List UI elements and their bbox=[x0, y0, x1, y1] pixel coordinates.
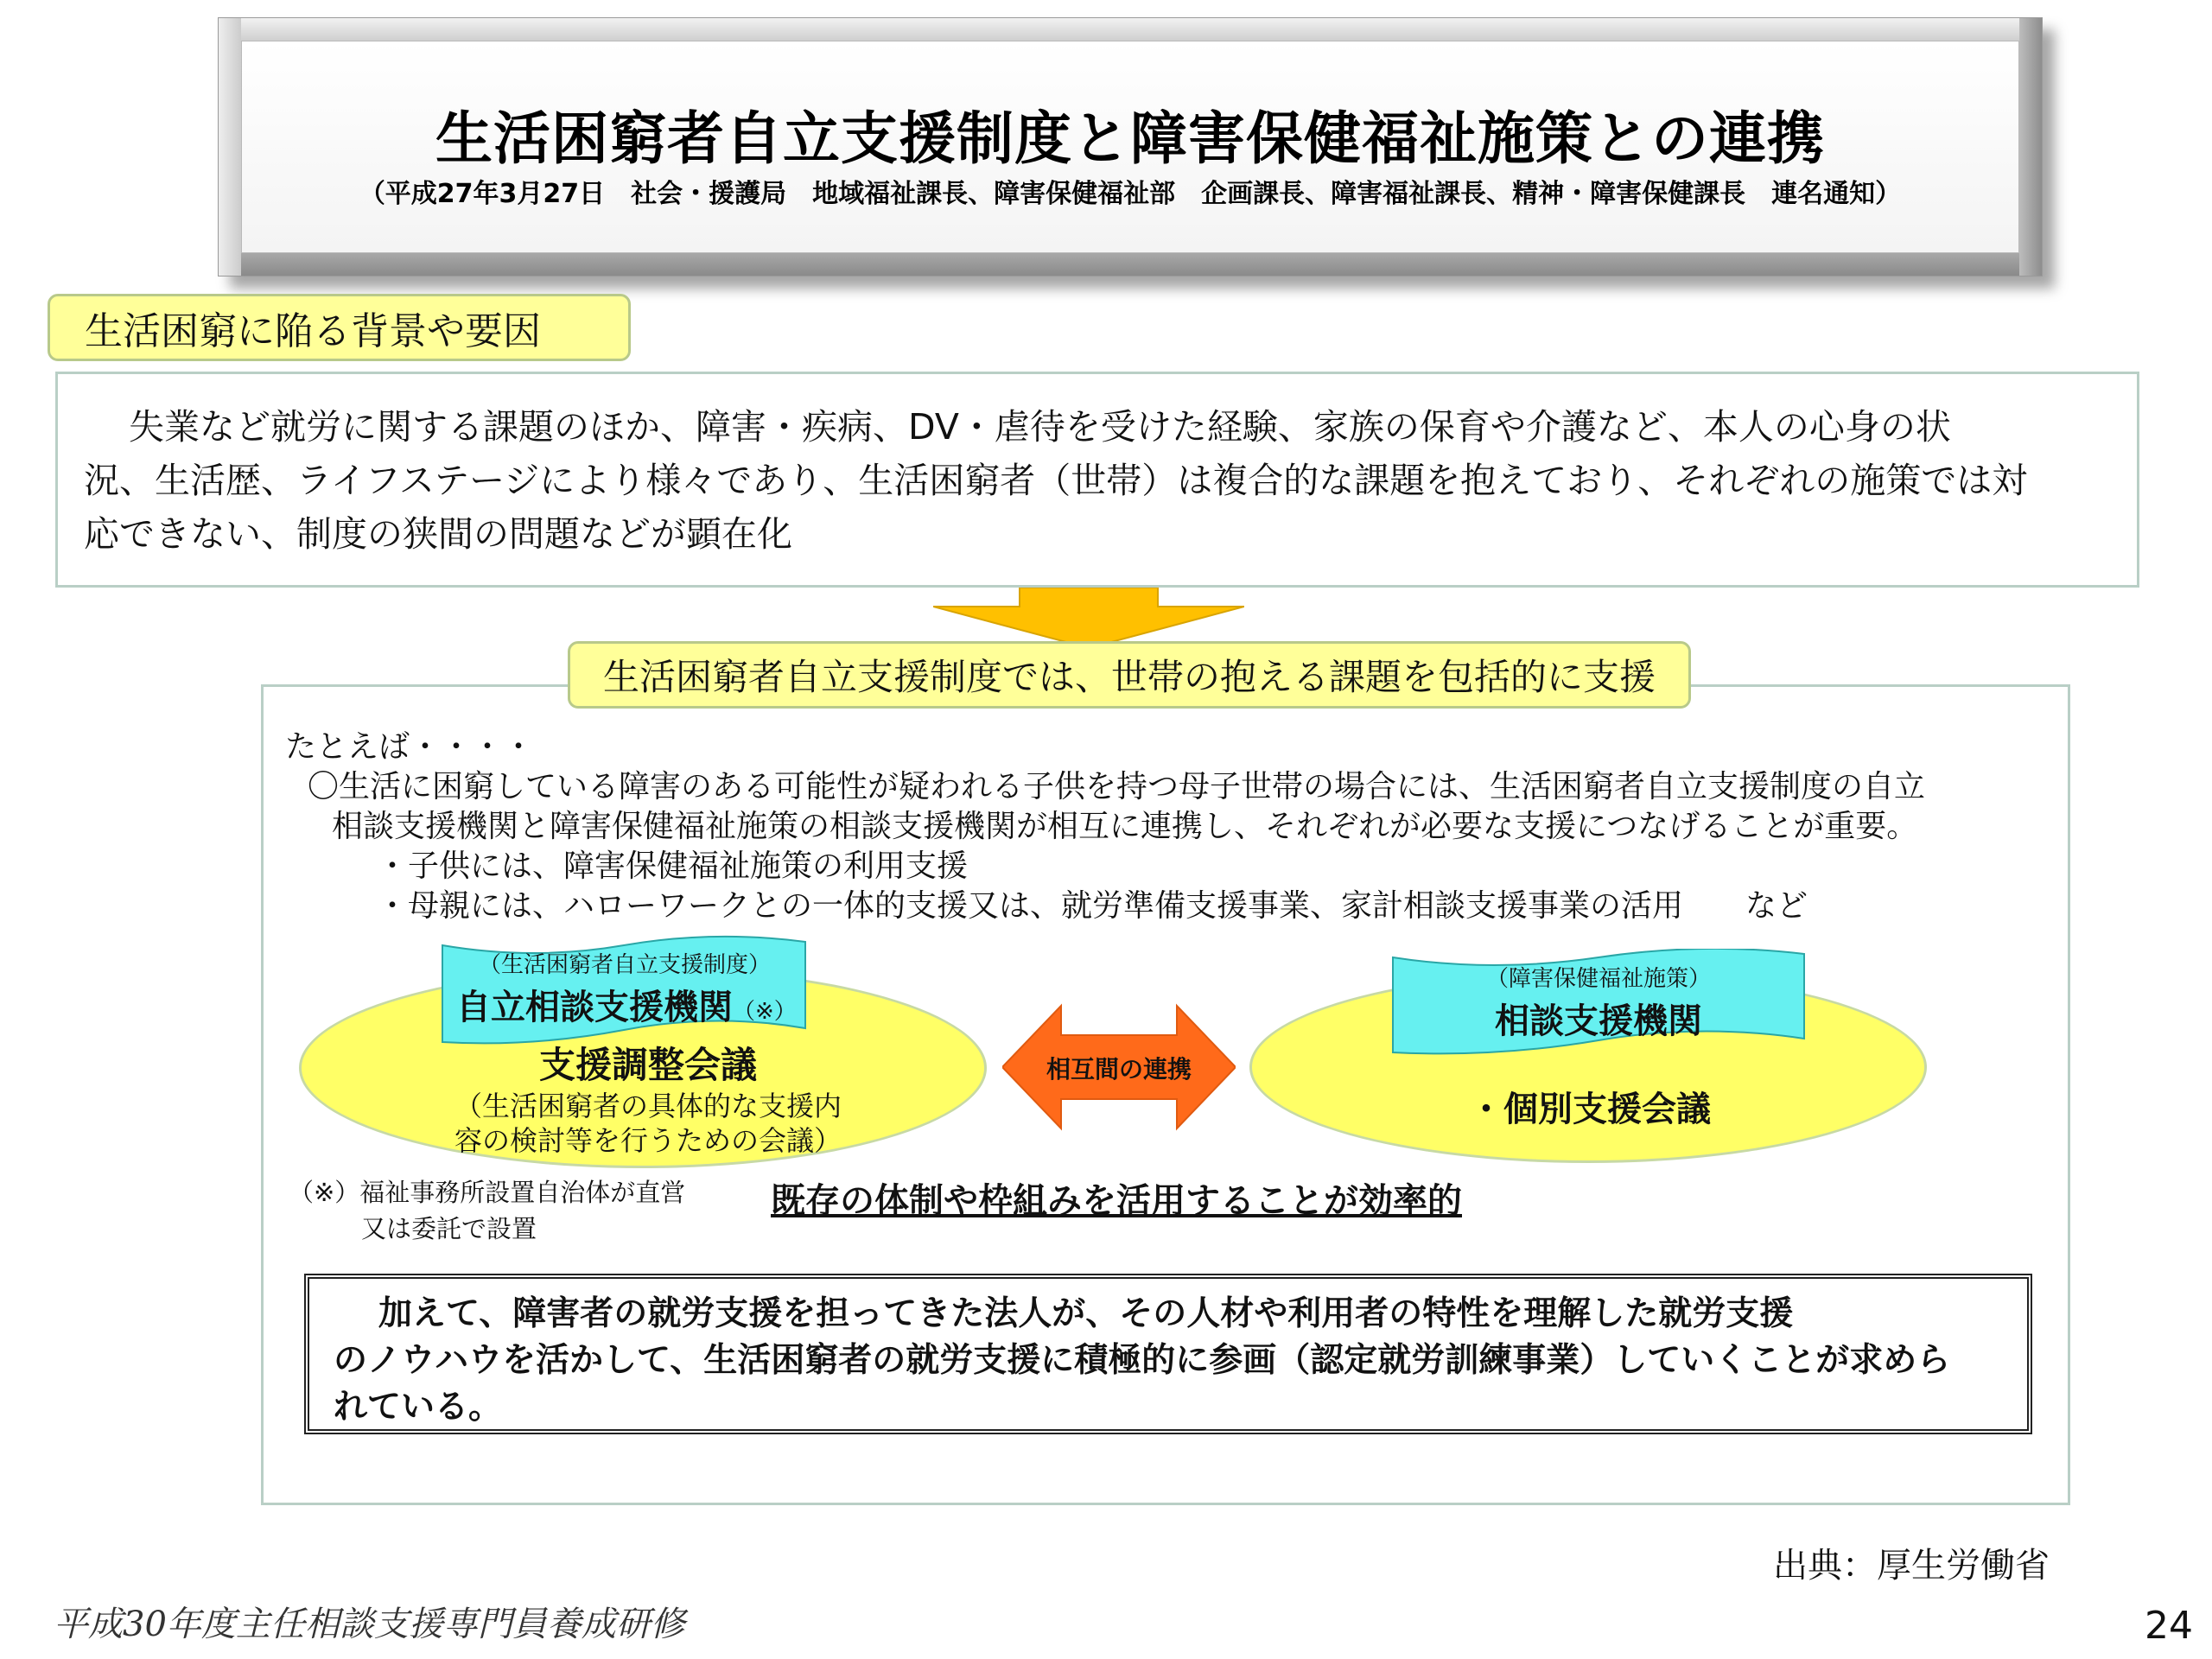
bottom-note-box bbox=[304, 1274, 2032, 1434]
example-bullet-1: ・子供には、障害保健福祉施策の利用支援 bbox=[377, 849, 969, 884]
background-text-box bbox=[55, 372, 2139, 588]
left-meeting-title: 支援調整会議 bbox=[538, 1044, 757, 1086]
support-label-text: 生活困窮者自立支援制度では、世帯の抱える課題を包括的に支援 bbox=[602, 656, 1656, 698]
background-line-1: 失業など就労に関する課題のほか、障害・疾病、DV・虐待を受けた経験、家族の保育や介護など、本人の心身の状 bbox=[129, 406, 1951, 448]
support-label bbox=[568, 641, 1691, 709]
background-label-text: 生活困窮に陥る背景や要因 bbox=[85, 309, 541, 353]
title-frame bbox=[218, 17, 2043, 276]
footnote-line-1: （※）福祉事務所設置自治体が直営 bbox=[289, 1178, 686, 1207]
mutual-connection-label: 相互間の連携 bbox=[1046, 1055, 1192, 1084]
example-intro: たとえば・・・・ bbox=[285, 729, 535, 765]
left-org-banner-main: 自立相談支援機関（※） bbox=[456, 988, 797, 1027]
example-bullet-2: ・母親には、ハローワークとの一体的支援又は、就労準備支援事業、家計相談支援事業の活用 など bbox=[377, 888, 1808, 924]
left-org-banner-small: （生活困窮者自立支援制度） bbox=[478, 952, 771, 978]
title-bevel-top bbox=[219, 18, 2042, 41]
page-title: 生活困窮者自立支援制度と障害保健福祉施策との連携 bbox=[435, 105, 1825, 172]
efficiency-statement: 既存の体制や枠組みを活用することが効率的 bbox=[771, 1181, 1462, 1221]
page-number: 24 bbox=[2145, 1604, 2193, 1648]
example-line-1: 〇生活に困窮している障害のある可能性が疑われる子供を持つ母子世帯の場合には、生活困窮者自立支援制度の自立 bbox=[308, 769, 1926, 804]
right-org-banner-main: 相談支援機関 bbox=[1495, 1001, 1702, 1041]
page-subtitle: （平成27年3月27日 社会・援護局 地域福祉課長、障害保健福祉部 企画課長、障害福祉課長、精神・障害保健課長 連名通知） bbox=[359, 179, 1902, 209]
title-bevel-bottom bbox=[219, 253, 2042, 276]
bottom-note-line-3: れている。 bbox=[334, 1388, 503, 1427]
down-arrow-icon bbox=[933, 588, 1244, 648]
footnote-line-2: 又は委託で設置 bbox=[361, 1214, 537, 1243]
background-line-3: 応できない、制度の狭間の問題などが顕在化 bbox=[84, 513, 792, 555]
background-label bbox=[48, 294, 631, 361]
footer-caption: 平成30年度主任相談支援専門員養成研修 bbox=[54, 1605, 685, 1644]
source-credit: 出典：厚生労働省 bbox=[1773, 1546, 2050, 1586]
left-meeting-desc: （生活困窮者の具体的な支援内 容の検討等を行うための会議） bbox=[454, 1090, 842, 1157]
bottom-note-line-2: のノウハウを活かして、生活困窮者の就労支援に積極的に参画（認定就労訓練事業）していくことが求めら bbox=[334, 1341, 1951, 1380]
example-line-2: 相談支援機関と障害保健福祉施策の相談支援機関が相互に連携し、それぞれが必要な支援につなげることが重要。 bbox=[332, 809, 1918, 844]
right-meeting-title: ・個別支援会議 bbox=[1469, 1090, 1711, 1129]
right-org-banner-small: （障害保健福祉施策） bbox=[1485, 966, 1711, 992]
background-line-2: 況、生活歴、ライフステージにより様々であり、生活困窮者（世帯）は複合的な課題を抱えており、それぞれの施策では対 bbox=[84, 460, 2028, 501]
bottom-note-line-1: 加えて、障害者の就労支援を担ってきた法人が、その人材や利用者の特性を理解した就労支援 bbox=[378, 1294, 1794, 1333]
